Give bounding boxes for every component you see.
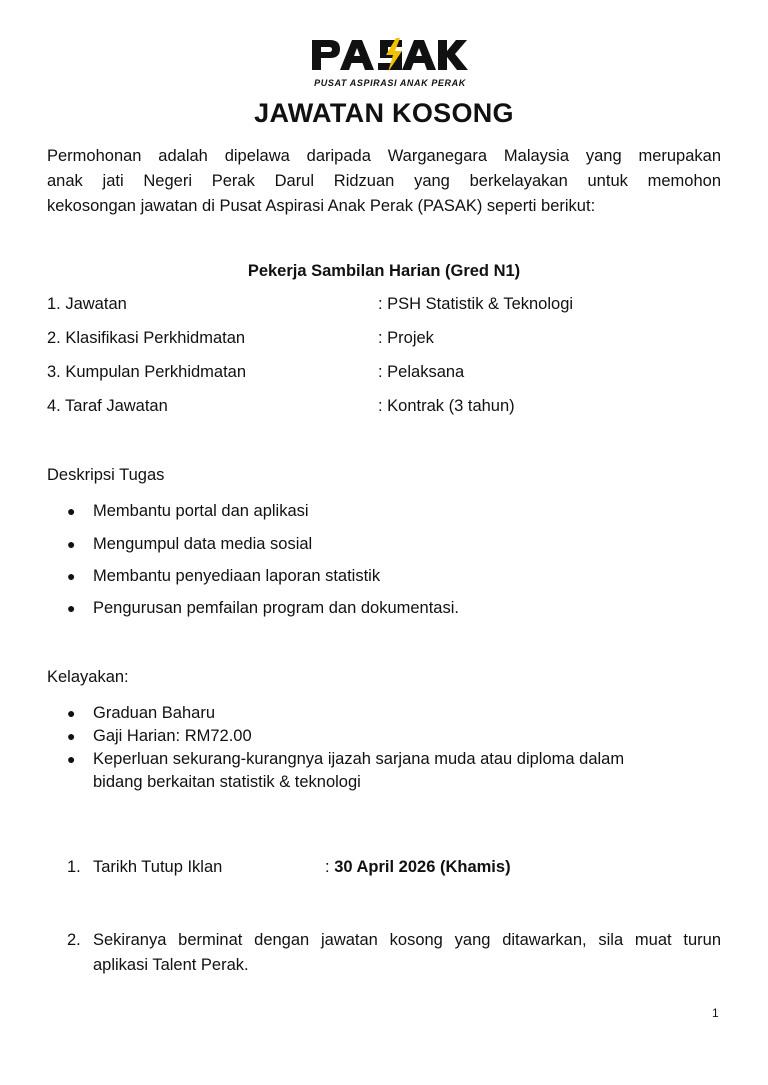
intro-line: anak jati Negeri Perak Darul Ridzuan yang berkelayakan untuk memohon [47, 172, 721, 190]
pasak-wordmark [310, 36, 470, 74]
closing-date: 30 April 2026 (Khamis) [334, 858, 511, 876]
bullet-icon: ● [67, 705, 76, 721]
detail-label: 1. Jawatan [47, 295, 127, 313]
page-title: JAWATAN KOSONG [254, 98, 514, 128]
qualification-text: Keperluan sekurang-kurangnya ijazah sarjana muda atau diploma dalam [93, 750, 625, 768]
qualification-text: Gaji Harian: RM72.00 [93, 727, 252, 745]
qualifications-heading: Kelayakan: [47, 668, 129, 686]
pasak-logo [310, 36, 470, 92]
duty-text: Pengurusan pemfailan program dan dokumentasi. [93, 599, 459, 617]
detail-row [47, 363, 727, 385]
page-number: 1 [712, 1006, 719, 1020]
detail-row [47, 295, 727, 317]
bullet-icon: ● [67, 568, 76, 584]
closing-colon: : [325, 858, 330, 876]
duty-text: Membantu portal dan aplikasi [93, 502, 309, 520]
intro-paragraph [47, 144, 721, 219]
detail-label: 3. Kumpulan Perkhidmatan [47, 363, 247, 381]
intro-line: Permohonan adalah dipelawa daripada Warganegara Malaysia yang merupakan [47, 147, 721, 165]
detail-value: : Pelaksana [378, 363, 465, 381]
logo-subtitle: PUSAT ASPIRASI ANAK PERAK [314, 78, 466, 88]
intro-line: kekosongan jawatan di Pusat Aspirasi Anak Perak (PASAK) seperti berikut: [47, 197, 596, 215]
duty-text: Mengumpul data media sosial [93, 535, 313, 553]
duty-text: Membantu penyediaan laporan statistik [93, 567, 381, 585]
detail-row [47, 329, 727, 351]
duties-heading: Deskripsi Tugas [47, 466, 165, 484]
position-title: Pekerja Sambilan Harian (Gred N1) [247, 262, 521, 280]
detail-row [47, 397, 727, 419]
apply-line: aplikasi Talent Perak. [93, 956, 249, 974]
note-number: 2. [67, 931, 81, 949]
detail-label: 2. Klasifikasi Perkhidmatan [47, 329, 246, 347]
apply-line: Sekiranya berminat dengan jawatan kosong yang ditawarkan, sila muat turun [93, 931, 721, 949]
note-number: 1. [67, 858, 81, 876]
detail-label: 4. Taraf Jawatan [47, 397, 168, 415]
bullet-icon: ● [67, 503, 76, 519]
apply-note-text [93, 928, 721, 978]
qualification-text: bidang berkaitan statistik & teknologi [93, 773, 361, 791]
detail-value: : Kontrak (3 tahun) [378, 397, 515, 415]
bullet-icon: ● [67, 536, 76, 552]
closing-value [325, 855, 511, 880]
detail-value: : PSH Statistik & Teknologi [378, 295, 574, 313]
closing-label: Tarikh Tutup Iklan [93, 858, 223, 876]
bullet-icon: ● [67, 751, 76, 767]
bullet-icon: ● [67, 728, 76, 744]
qualification-text: Graduan Baharu [93, 704, 216, 722]
detail-value: : Projek [378, 329, 434, 347]
bullet-icon: ● [67, 600, 76, 616]
